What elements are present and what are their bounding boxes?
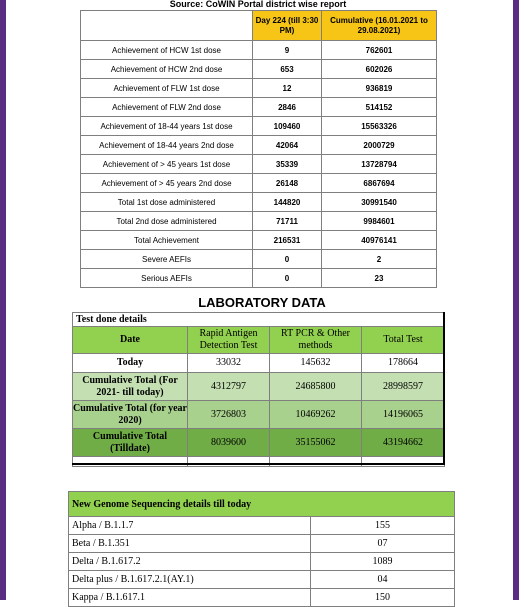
row-cumulative: 2 (322, 250, 437, 269)
row-day: 144820 (253, 193, 322, 212)
row-cumulative: 514152 (322, 98, 437, 117)
row-label: Achievement of 18-44 years 1st dose (81, 117, 253, 136)
row-day: 2846 (253, 98, 322, 117)
table-row (69, 517, 455, 535)
row-day: 12 (253, 79, 322, 98)
row-label: Achievement of HCW 1st dose (81, 41, 253, 60)
row-label: Achievement of FLW 2nd dose (81, 98, 253, 117)
lab-row-label: Today (73, 354, 188, 373)
row-day: 42064 (253, 136, 322, 155)
table-row (81, 79, 437, 98)
row-label: Achievement of 18-44 years 2nd dose (81, 136, 253, 155)
cowin-header-cumulative: Cumulative (16.01.2021 to 29.08.2021) (322, 11, 437, 41)
genome-count: 155 (311, 517, 455, 535)
row-cumulative: 762601 (322, 41, 437, 60)
genome-header-row (69, 492, 455, 517)
row-cumulative: 13728794 (322, 155, 437, 174)
lab-row-rapid: 4312797 (188, 373, 270, 401)
genome-title: New Genome Sequencing details till today (69, 492, 455, 517)
cowin-source-title: Source: CoWIN Portal district wise report (169, 0, 347, 9)
lab-spacer-row (73, 457, 445, 467)
row-cumulative: 30991540 (322, 193, 437, 212)
table-row (81, 193, 437, 212)
genome-variant: Kappa / B.1.617.1 (69, 589, 311, 607)
row-label: Severe AEFIs (81, 250, 253, 269)
genome-variant: Delta plus / B.1.617.2.1(AY.1) (69, 571, 311, 589)
table-row (73, 354, 445, 373)
lab-header-rapid: Rapid Antigen Detection Test (188, 327, 270, 354)
row-label: Total 2nd dose administered (81, 212, 253, 231)
cowin-table (80, 10, 437, 288)
row-cumulative: 2000729 (322, 136, 437, 155)
lab-header-total: Total Test (362, 327, 445, 354)
lab-row-label: Cumulative Total (for year 2020) (73, 401, 188, 429)
genome-count: 150 (311, 589, 455, 607)
table-row (69, 535, 455, 553)
table-row (81, 174, 437, 193)
cowin-header-row (81, 11, 437, 41)
lab-caption: Test done details (73, 313, 445, 327)
table-row (81, 41, 437, 60)
lab-row-label: Cumulative Total (Tilldate) (73, 429, 188, 457)
lab-header-row (73, 327, 445, 354)
lab-title: LABORATORY DATA (198, 295, 326, 310)
row-label: Total 1st dose administered (81, 193, 253, 212)
lab-caption-row (73, 313, 445, 327)
cowin-header-blank (81, 11, 253, 41)
lab-row-rapid: 8039600 (188, 429, 270, 457)
lab-row-rapid: 33032 (188, 354, 270, 373)
row-cumulative: 602026 (322, 60, 437, 79)
lab-row-total: 14196065 (362, 401, 445, 429)
row-cumulative: 9984601 (322, 212, 437, 231)
row-label: Serious AEFIs (81, 269, 253, 288)
genome-table (68, 491, 455, 607)
table-row (81, 117, 437, 136)
genome-variant: Alpha / B.1.1.7 (69, 517, 311, 535)
row-label: Total Achievement (81, 231, 253, 250)
row-day: 71711 (253, 212, 322, 231)
row-day: 35339 (253, 155, 322, 174)
table-row (73, 429, 445, 457)
table-row (69, 589, 455, 607)
table-row (73, 401, 445, 429)
table-row (81, 155, 437, 174)
row-day: 653 (253, 60, 322, 79)
table-row (69, 553, 455, 571)
lab-row-rtpcr: 24685800 (270, 373, 362, 401)
lab-row-rtpcr: 145632 (270, 354, 362, 373)
lab-row-rtpcr: 10469262 (270, 401, 362, 429)
row-label: Achievement of HCW 2nd dose (81, 60, 253, 79)
table-row (81, 136, 437, 155)
row-label: Achievement of > 45 years 1st dose (81, 155, 253, 174)
lab-table-shadow-right (443, 312, 445, 465)
row-day: 9 (253, 41, 322, 60)
table-row (81, 98, 437, 117)
lab-row-rapid: 3726803 (188, 401, 270, 429)
cowin-report (80, 0, 436, 283)
cowin-header-day: Day 224 (till 3:30 PM) (253, 11, 322, 41)
genome-count: 1089 (311, 553, 455, 571)
row-cumulative: 15563326 (322, 117, 437, 136)
row-label: Achievement of > 45 years 2nd dose (81, 174, 253, 193)
table-row (73, 373, 445, 401)
table-row (81, 231, 437, 250)
row-cumulative: 23 (322, 269, 437, 288)
lab-table-shadow-bottom (72, 463, 445, 465)
row-day: 26148 (253, 174, 322, 193)
row-day: 0 (253, 269, 322, 288)
lab-row-total: 28998597 (362, 373, 445, 401)
row-day: 109460 (253, 117, 322, 136)
row-day: 216531 (253, 231, 322, 250)
genome-count: 04 (311, 571, 455, 589)
lab-header-date: Date (73, 327, 188, 354)
row-cumulative: 6867694 (322, 174, 437, 193)
lab-table (72, 312, 445, 467)
table-row (81, 60, 437, 79)
lab-header-rtpcr: RT PCR & Other methods (270, 327, 362, 354)
lab-row-total: 43194662 (362, 429, 445, 457)
table-row (81, 212, 437, 231)
row-cumulative: 936819 (322, 79, 437, 98)
genome-count: 07 (311, 535, 455, 553)
genome-variant: Beta / B.1.351 (69, 535, 311, 553)
lab-row-total: 178664 (362, 354, 445, 373)
lab-row-label: Cumulative Total (For 2021- till today) (73, 373, 188, 401)
row-label: Achievement of FLW 1st dose (81, 79, 253, 98)
genome-variant: Delta / B.1.617.2 (69, 553, 311, 571)
row-day: 0 (253, 250, 322, 269)
table-row (81, 269, 437, 288)
table-row (69, 571, 455, 589)
table-row (81, 250, 437, 269)
lab-row-rtpcr: 35155062 (270, 429, 362, 457)
row-cumulative: 40976141 (322, 231, 437, 250)
